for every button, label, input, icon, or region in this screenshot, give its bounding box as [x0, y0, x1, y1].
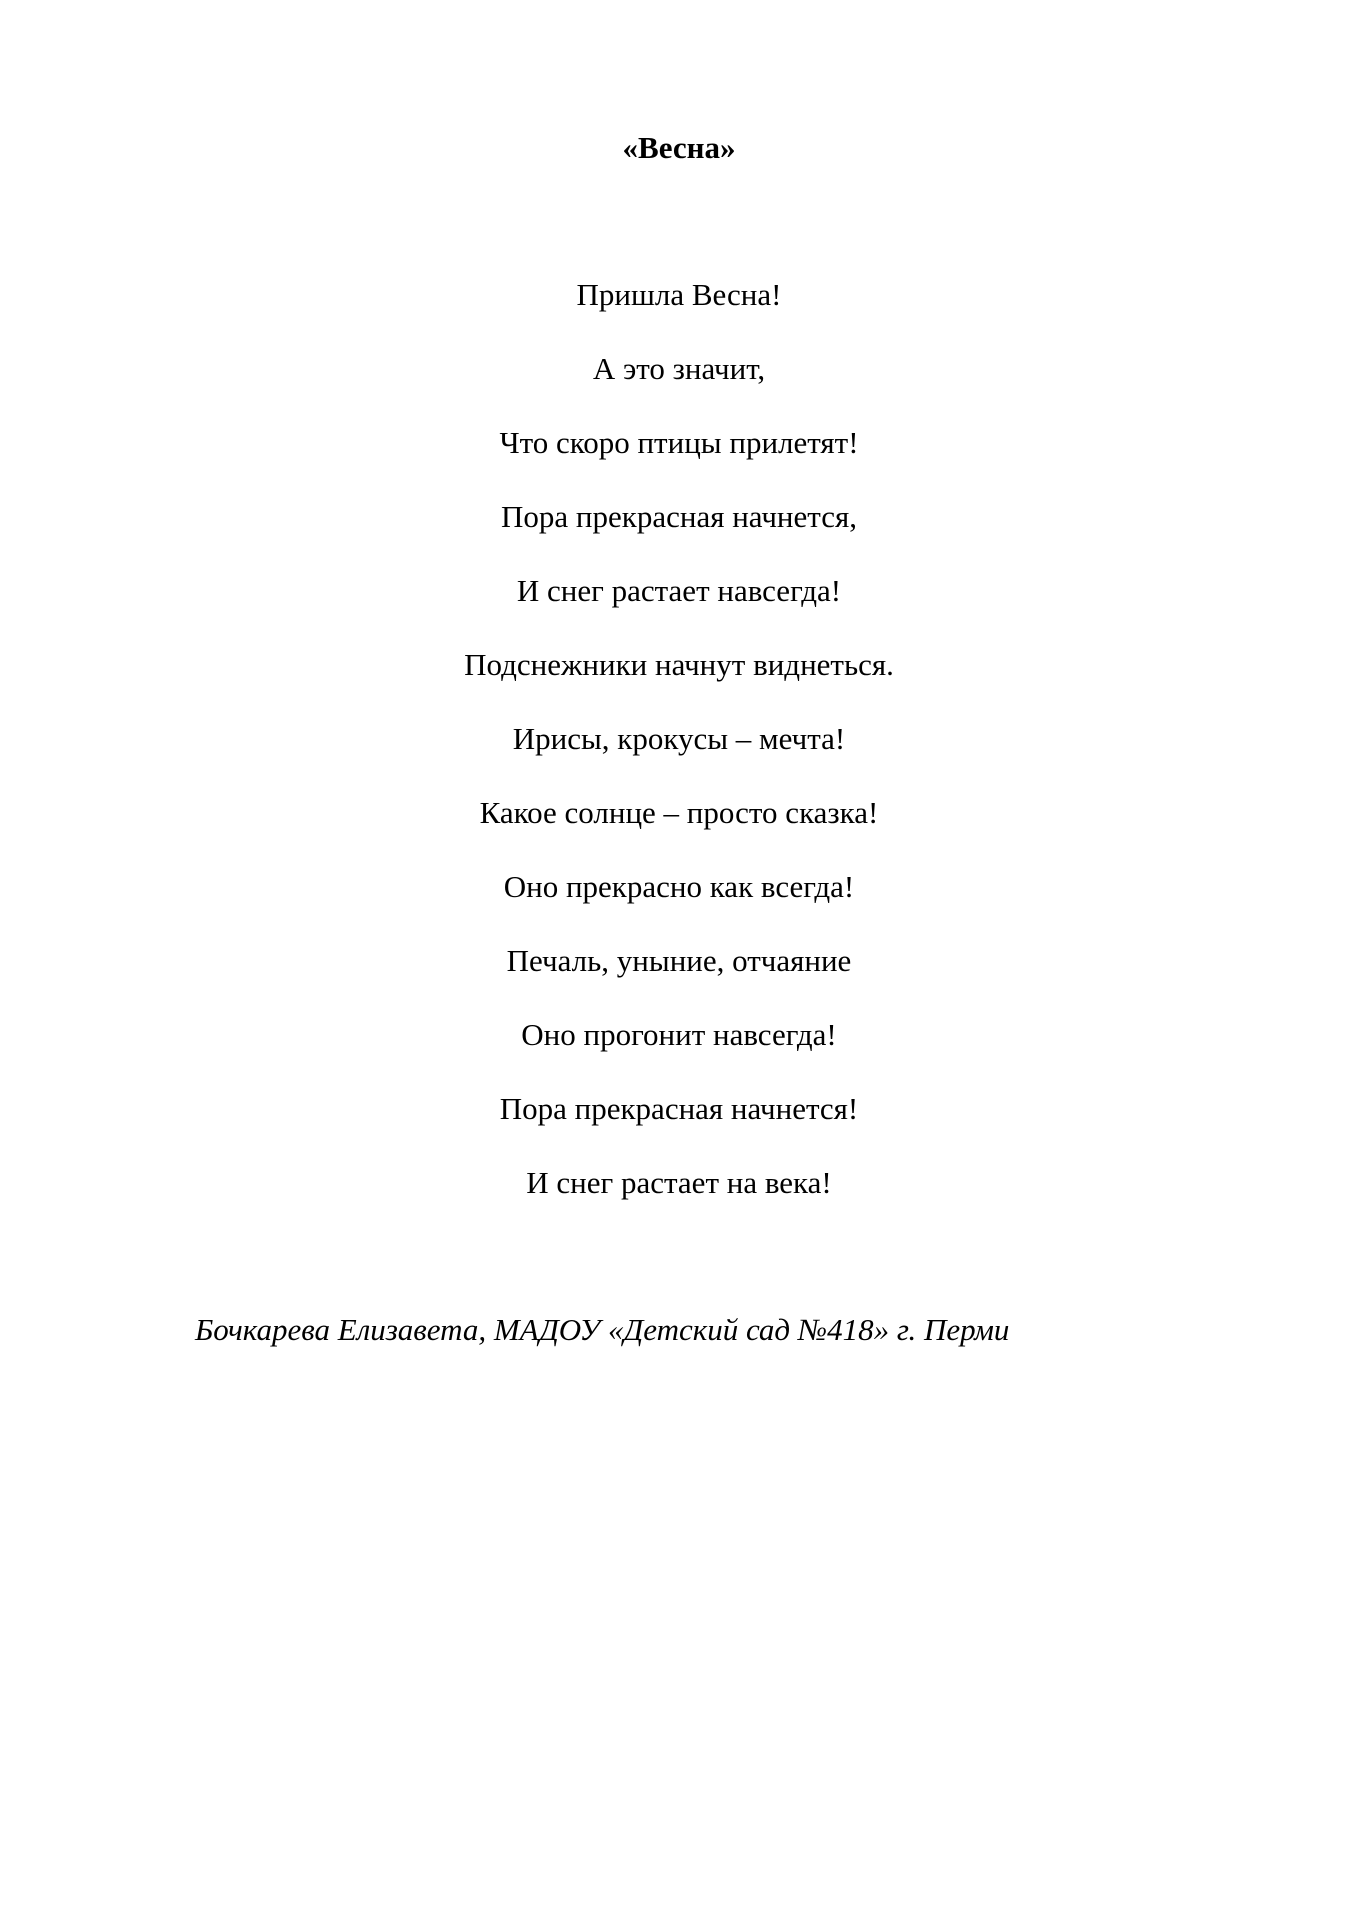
poem-line: Пора прекрасная начнется! — [499, 1091, 859, 1126]
poem-line: Пора прекрасная начнется, — [501, 499, 857, 534]
author-signature: Бочкарева Елизавета, МАДОУ «Детский сад №418» г. Перми — [195, 1312, 1010, 1347]
poem-line: Оно прогонит навсегда! — [521, 1017, 837, 1052]
poem-body — [0, 275, 1358, 1237]
poem-line: Печаль, уныние, отчаяние — [506, 943, 852, 978]
poem-line: Оно прекрасно как всегда! — [503, 869, 855, 904]
poem-line: И снег растает навсегда! — [516, 573, 842, 608]
poem-title: «Весна» — [622, 130, 736, 165]
poem-line: Пришла Весна! — [576, 277, 782, 312]
poem-line: Какое солнце – просто сказка! — [479, 795, 879, 830]
poem-line: И снег растает на века! — [526, 1165, 832, 1200]
poem-line: Подснежники начнут виднеться. — [464, 647, 894, 682]
poem-line: Что скоро птицы прилетят! — [499, 425, 859, 460]
poem-line: Ирисы, крокусы – мечта! — [512, 721, 846, 756]
poem-line: А это значит, — [592, 351, 766, 386]
